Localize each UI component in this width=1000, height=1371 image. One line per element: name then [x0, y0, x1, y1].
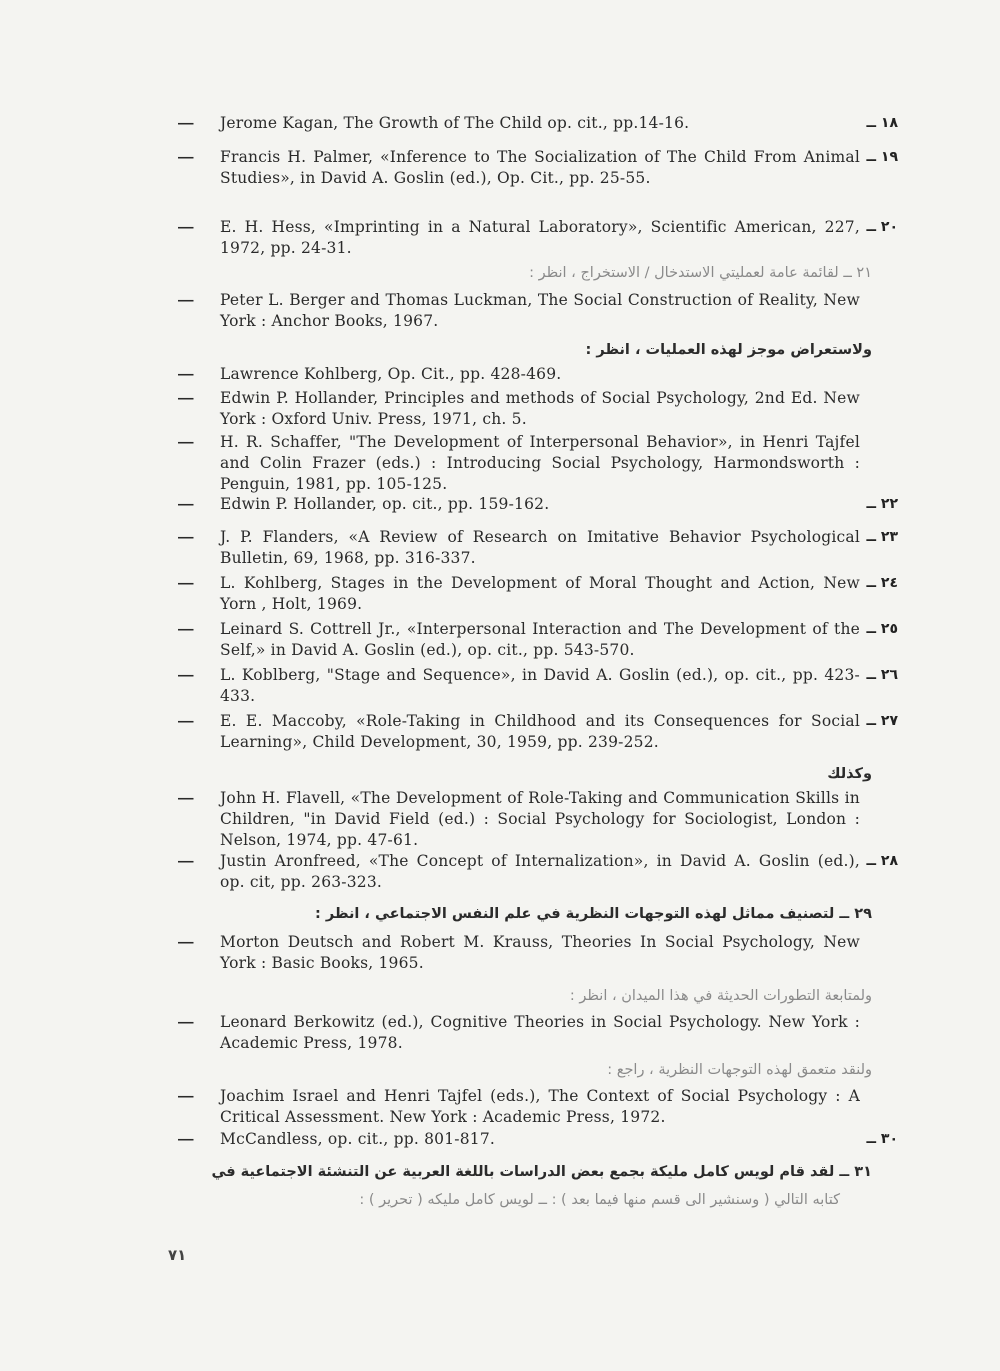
- reference-text: Leonard Berkowitz (ed.), Cognitive Theories in Social Psychology. New York : Academic Press, 1978.: [220, 1013, 860, 1052]
- reference-entry: [178, 388, 898, 432]
- list-dash: —: [178, 790, 194, 807]
- list-dash: —: [178, 149, 194, 166]
- reference-entry: [178, 217, 898, 261]
- reference-text: Edwin P. Hollander, op. cit., pp. 159-162.: [220, 495, 550, 513]
- note-number: ١٩ ــ: [866, 149, 898, 165]
- note-number: ٢٧ ــ: [866, 713, 898, 729]
- list-dash: —: [178, 434, 194, 451]
- reference-entry: [178, 113, 898, 135]
- reference-entry: [178, 1012, 898, 1056]
- arabic-note-line: كتابه التالي ( وسنشير الى قسم منها فيما بعد ) : ــ لويس كامل مليكه ( تحرير ) :: [359, 1192, 840, 1208]
- arabic-note-line: ولمتابعة التطورات الحديثة في هذا الميدان ، انظر :: [569, 988, 872, 1004]
- list-dash: —: [178, 575, 194, 592]
- list-dash: —: [178, 529, 194, 546]
- reference-text: Leinard S. Cottrell Jr., «Interpersonal Interaction and The Development of the Self,» in David A. Goslin (ed.), op. cit., pp. 543-570.: [220, 620, 860, 659]
- reference-entry: [178, 619, 898, 663]
- arabic-note-line: ولاستعراض موجز لهذه العمليات ، انظر :: [585, 342, 872, 358]
- reference-text: L. Kohlberg, Stages in the Development of Moral Thought and Action, New Yorn , Holt, 1969.: [220, 574, 860, 613]
- reference-text: Justin Aronfreed, «The Concept of Internalization», in David A. Goslin (ed.), op. cit, pp. 263-323.: [220, 852, 860, 891]
- note-number: ٣٠ ــ: [866, 1131, 898, 1147]
- note-number: ١٨ ــ: [866, 115, 898, 131]
- reference-text: H. R. Schaffer, "The Development of Interpersonal Behavior», in Henri Tajfel and Colin Frazer (eds.) : Introducing Social Psychology, Harmondsworth : Penguin, 1981, pp. 105-125.: [220, 433, 860, 493]
- list-dash: —: [178, 366, 194, 383]
- reference-entry: [178, 147, 898, 211]
- reference-text: Jerome Kagan, The Growth of The Child op. cit., pp.14-16.: [220, 114, 690, 132]
- reference-entry: [178, 527, 898, 571]
- reference-text: Morton Deutsch and Robert M. Krauss, Theories In Social Psychology, New York : Basic Books, 1965.: [220, 933, 860, 972]
- reference-entry: [178, 573, 898, 617]
- reference-text: E. E. Maccoby, «Role-Taking in Childhood and its Consequences for Social Learning», Child Development, 30, 1959, pp. 239-252.: [220, 712, 860, 751]
- reference-text: John H. Flavell, «The Development of Role-Taking and Communication Skills in Children, "in David Field (ed.) : Social Psychology for Sociologist, London : Nelson, 1974, pp. 47-61.: [220, 789, 860, 849]
- list-dash: —: [178, 390, 194, 407]
- list-dash: —: [178, 853, 194, 870]
- note-number: ٢٥ ــ: [866, 621, 898, 637]
- reference-entry: [178, 432, 898, 496]
- list-dash: —: [178, 621, 194, 638]
- list-dash: —: [178, 934, 194, 951]
- note-number: ٢٣ ــ: [866, 529, 898, 545]
- note-number: ٢٦ ــ: [866, 667, 898, 683]
- note-number: ٢٠ ــ: [866, 219, 898, 235]
- reference-entry: [178, 364, 898, 386]
- reference-text: J. P. Flanders, «A Review of Research on Imitative Behavior Psychological Bulletin, 69, 1968, pp. 316-337.: [220, 528, 860, 567]
- note-number: ٢٨ ــ: [866, 853, 898, 869]
- list-dash: —: [178, 1088, 194, 1105]
- reference-entry: [178, 851, 898, 895]
- reference-text: Francis H. Palmer, «Inference to The Socialization of The Child From Animal Studies», in David A. Goslin (ed.), Op. Cit., pp. 25-55.: [220, 148, 860, 187]
- reference-entry: [178, 494, 898, 516]
- reference-entry: [178, 788, 898, 852]
- reference-entry: [178, 290, 898, 334]
- reference-text: Lawrence Kohlberg, Op. Cit., pp. 428-469.: [220, 365, 562, 383]
- arabic-note-line: ٢١ ــ لقائمة عامة لعمليتي الاستدخال / الاستخراج ، انظر :: [529, 265, 872, 281]
- reference-entry: [178, 711, 898, 755]
- list-dash: —: [178, 667, 194, 684]
- reference-text: Joachim Israel and Henri Tajfel (eds.), The Context of Social Psychology : A Critical Assessment. New York : Academic Press, 1972.: [220, 1087, 860, 1126]
- arabic-note-line: وكذلك: [827, 766, 872, 782]
- reference-entry: [178, 1086, 898, 1130]
- reference-entry: [178, 665, 898, 709]
- arabic-note-line: ٣١ ــ لقد قام لويس كامل مليكة بجمع بعض الدراسات باللغة العربية عن التنشئة الاجتماعية في: [211, 1164, 872, 1180]
- arabic-note-line: ولنقد متعمق لهذه التوجهات النظرية ، راجع :: [607, 1062, 872, 1078]
- list-dash: —: [178, 1014, 194, 1031]
- list-dash: —: [178, 713, 194, 730]
- list-dash: —: [178, 219, 194, 236]
- reference-entry: [178, 1129, 898, 1151]
- list-dash: —: [178, 1131, 194, 1148]
- reference-text: Edwin P. Hollander, Principles and methods of Social Psychology, 2nd Ed. New York : Oxford Univ. Press, 1971, ch. 5.: [220, 389, 860, 428]
- note-number: ٢٤ ــ: [866, 575, 898, 591]
- reference-text: E. H. Hess, «Imprinting in a Natural Laboratory», Scientific American, 227, 1972, pp. 24-31.: [220, 218, 860, 257]
- arabic-note-line: ٢٩ ــ لتصنيف مماثل لهذه التوجهات النظرية في علم النفس الاجتماعي ، انظر :: [314, 906, 872, 922]
- reference-text: Peter L. Berger and Thomas Luckman, The Social Construction of Reality, New York : Anchor Books, 1967.: [220, 291, 860, 330]
- list-dash: —: [178, 292, 194, 309]
- list-dash: —: [178, 496, 194, 513]
- page-number: ٧١: [168, 1246, 187, 1264]
- reference-entry: [178, 932, 898, 976]
- reference-text: McCandless, op. cit., pp. 801-817.: [220, 1130, 496, 1148]
- reference-text: L. Koblberg, "Stage and Sequence», in David A. Goslin (ed.), op. cit., pp. 423-433.: [220, 666, 860, 705]
- list-dash: —: [178, 115, 194, 132]
- note-number: ٢٢ ــ: [866, 496, 898, 512]
